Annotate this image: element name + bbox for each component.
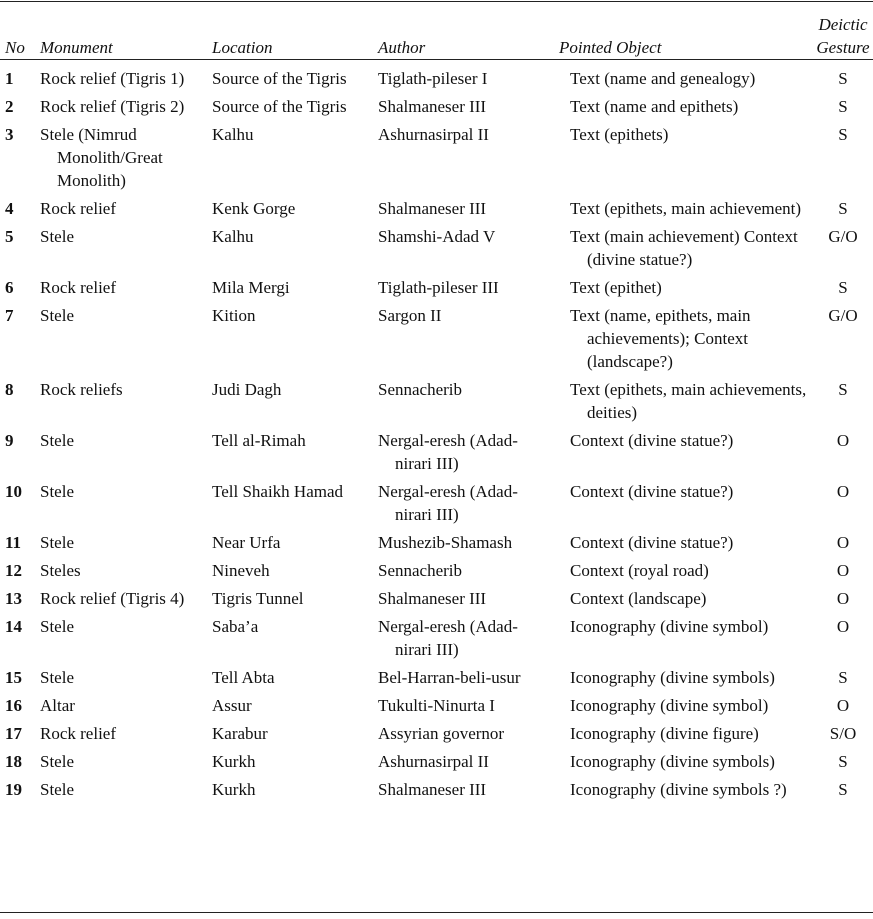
row-pointed-object [553, 376, 813, 427]
row-deictic-gesture-text: O [836, 533, 850, 552]
row-location [206, 664, 372, 692]
row-deictic-gesture-text: O [836, 696, 850, 715]
row-deictic-gesture-text: O [836, 431, 850, 450]
row-location-text: Saba’a [212, 617, 259, 636]
row-deictic-gesture [813, 59, 873, 93]
row-monument [34, 585, 206, 613]
row-author [372, 478, 553, 529]
row-pointed-object [553, 585, 813, 613]
row-author-text: Assyrian governor [378, 724, 505, 743]
row-monument-text: Altar [40, 696, 75, 715]
row-deictic-gesture-text: G/O [828, 227, 858, 246]
row-number-text: 18 [5, 752, 22, 771]
row-author [372, 274, 553, 302]
row-deictic-gesture [813, 121, 873, 195]
row-pointed-object-text: Context (landscape) [570, 589, 707, 608]
row-author-text: Tiglath-pileser I [378, 69, 488, 88]
row-location [206, 376, 372, 427]
table-row [0, 613, 873, 664]
bottom-rule [0, 912, 873, 913]
row-author-text: Bel-Harran-beli-usur [378, 668, 521, 687]
row-deictic-gesture-text: S [838, 752, 848, 771]
row-location [206, 223, 372, 274]
row-number-text: 4 [5, 199, 14, 218]
row-location [206, 585, 372, 613]
row-pointed-object-text: Text (main achievement) Context (divine statue?) [570, 227, 798, 269]
row-pointed-object [553, 302, 813, 376]
row-pointed-object [553, 59, 813, 93]
row-author [372, 93, 553, 121]
row-number-text: 1 [5, 69, 14, 88]
row-number [0, 223, 34, 274]
row-number-text: 8 [5, 380, 14, 399]
table-row [0, 664, 873, 692]
row-deictic-gesture [813, 557, 873, 585]
row-author [372, 748, 553, 776]
row-deictic-gesture-text: S [838, 780, 848, 799]
row-number-text: 11 [5, 533, 22, 552]
row-deictic-gesture [813, 776, 873, 804]
row-number [0, 59, 34, 93]
row-deictic-gesture-text: O [836, 482, 850, 501]
row-deictic-gesture [813, 692, 873, 720]
header-row [0, 3, 873, 59]
row-pointed-object-text: Context (divine statue?) [570, 533, 734, 552]
row-monument [34, 776, 206, 804]
table-row [0, 557, 873, 585]
row-number [0, 302, 34, 376]
row-monument [34, 529, 206, 557]
row-monument [34, 664, 206, 692]
row-deictic-gesture [813, 427, 873, 478]
table-row [0, 195, 873, 223]
header-deictic-gesture [813, 3, 873, 59]
row-pointed-object [553, 776, 813, 804]
table-body [0, 59, 873, 804]
row-number-text: 12 [5, 561, 22, 580]
row-monument [34, 195, 206, 223]
row-location [206, 720, 372, 748]
row-pointed-object [553, 223, 813, 274]
row-author-text: Shalmaneser III [378, 780, 487, 799]
row-number-text: 16 [5, 696, 22, 715]
row-pointed-object-text: Text (name, epithets, main achievements); Context (landscape?) [570, 306, 751, 371]
row-author-text: Sennacherib [378, 561, 463, 580]
row-pointed-object [553, 529, 813, 557]
row-author [372, 529, 553, 557]
row-monument-text: Rock relief (Tigris 1) [40, 69, 185, 88]
row-author [372, 427, 553, 478]
row-location [206, 59, 372, 93]
row-deictic-gesture-text: O [836, 561, 850, 580]
row-author-text: Sennacherib [378, 380, 463, 399]
row-location-text: Source of the Tigris [212, 97, 347, 116]
row-author [372, 720, 553, 748]
row-number [0, 478, 34, 529]
row-deictic-gesture [813, 529, 873, 557]
row-pointed-object [553, 720, 813, 748]
row-number-text: 6 [5, 278, 14, 297]
row-author [372, 613, 553, 664]
row-number-text: 15 [5, 668, 22, 687]
row-author-text: Shamshi-Adad V [378, 227, 496, 246]
row-number-text: 5 [5, 227, 14, 246]
row-monument-text: Stele [40, 780, 74, 799]
row-number [0, 376, 34, 427]
row-deictic-gesture [813, 223, 873, 274]
row-number-text: 7 [5, 306, 14, 325]
row-deictic-gesture-text: O [836, 589, 850, 608]
table-row [0, 748, 873, 776]
row-pointed-object-text: Iconography (divine symbols) [570, 752, 775, 771]
row-location [206, 427, 372, 478]
row-monument [34, 274, 206, 302]
row-monument-text: Stele (Nimrud Monolith/Great Monolith) [40, 125, 163, 190]
row-pointed-object-text: Context (divine statue?) [570, 482, 734, 501]
row-location-text: Judi Dagh [212, 380, 282, 399]
table-row [0, 720, 873, 748]
row-author-text: Nergal-eresh (Adad-nirari III) [378, 482, 518, 524]
row-pointed-object-text: Iconography (divine symbol) [570, 696, 769, 715]
row-deictic-gesture [813, 93, 873, 121]
row-number-text: 14 [5, 617, 22, 636]
row-pointed-object-text: Text (epithets, main achievement) [570, 199, 802, 218]
row-monument-text: Stele [40, 617, 74, 636]
row-number-text: 17 [5, 724, 22, 743]
row-monument-text: Rock reliefs [40, 380, 123, 399]
table-row [0, 692, 873, 720]
row-location [206, 93, 372, 121]
row-deictic-gesture-text: O [836, 617, 850, 636]
row-pointed-object [553, 274, 813, 302]
row-location [206, 302, 372, 376]
row-pointed-object [553, 427, 813, 455]
row-monument-text: Rock relief [40, 278, 116, 297]
row-author [372, 195, 553, 223]
row-location-text: Kurkh [212, 752, 256, 771]
row-monument [34, 121, 206, 195]
row-location [206, 478, 372, 529]
row-monument [34, 223, 206, 274]
row-deictic-gesture [813, 748, 873, 776]
row-deictic-gesture-text: S [838, 199, 848, 218]
row-number-text: 9 [5, 431, 14, 450]
row-author [372, 557, 553, 585]
row-number [0, 585, 34, 613]
row-number [0, 427, 34, 478]
row-pointed-object-text: Text (name and genealogy) [570, 69, 756, 88]
row-location-text: Kenk Gorge [212, 199, 296, 218]
row-number [0, 692, 34, 720]
row-author [372, 692, 553, 720]
row-location-text: Nineveh [212, 561, 270, 580]
row-monument [34, 613, 206, 664]
row-deictic-gesture [813, 585, 873, 613]
row-location [206, 776, 372, 804]
row-number [0, 776, 34, 804]
row-monument [34, 557, 206, 585]
header-author: Author [378, 38, 426, 57]
row-location-text: Kurkh [212, 780, 256, 799]
row-pointed-object [553, 613, 813, 641]
row-pointed-object [553, 664, 813, 692]
row-location-text: Kalhu [212, 125, 254, 144]
row-author-text: Ashurnasirpal II [378, 125, 489, 144]
row-author-text: Sargon II [378, 306, 442, 325]
table-row [0, 585, 873, 613]
row-author-text: Tukulti-Ninurta I [378, 696, 495, 715]
row-location-text: Karabur [212, 724, 268, 743]
table-row [0, 59, 873, 93]
row-author [372, 59, 553, 93]
row-deictic-gesture [813, 613, 873, 664]
row-author-text: Nergal-eresh (Adad-nirari III) [378, 617, 518, 659]
row-deictic-gesture-text: S [838, 278, 848, 297]
row-monument-text: Stele [40, 752, 74, 771]
row-location [206, 748, 372, 776]
row-monument [34, 376, 206, 427]
row-monument-text: Rock relief [40, 724, 116, 743]
header-no: No [5, 38, 25, 57]
row-monument-text: Rock relief (Tigris 4) [40, 589, 185, 608]
row-location [206, 613, 372, 664]
row-pointed-object [553, 748, 813, 776]
row-monument [34, 748, 206, 776]
row-deictic-gesture [813, 376, 873, 427]
row-monument-text: Rock relief (Tigris 2) [40, 97, 185, 116]
row-number [0, 557, 34, 585]
row-deictic-gesture-text: S [838, 97, 848, 116]
row-monument [34, 478, 206, 529]
row-number [0, 720, 34, 748]
row-deictic-gesture [813, 302, 873, 376]
row-deictic-gesture-text: S [838, 380, 848, 399]
row-number [0, 613, 34, 664]
row-author [372, 664, 553, 692]
row-author [372, 223, 553, 274]
row-monument-text: Rock relief [40, 199, 116, 218]
monuments-table [0, 3, 873, 804]
row-pointed-object-text: Text (name and epithets) [570, 97, 739, 116]
row-author-text: Tiglath-pileser III [378, 278, 499, 297]
row-author [372, 376, 553, 427]
table-row [0, 376, 873, 427]
row-pointed-object-text: Iconography (divine symbols ?) [570, 780, 787, 799]
row-pointed-object-text: Iconography (divine figure) [570, 724, 759, 743]
row-monument [34, 427, 206, 478]
row-deictic-gesture-text: S [838, 125, 848, 144]
row-deictic-gesture-text: G/O [828, 306, 858, 325]
row-author-text: Shalmaneser III [378, 97, 487, 116]
row-location-text: Tigris Tunnel [212, 589, 304, 608]
row-number [0, 664, 34, 692]
row-monument [34, 692, 206, 720]
row-pointed-object [553, 478, 813, 506]
row-number [0, 195, 34, 223]
row-author-text: Nergal-eresh (Adad-nirari III) [378, 431, 518, 473]
table-row [0, 478, 873, 529]
row-monument-text: Stele [40, 431, 74, 450]
row-monument-text: Stele [40, 668, 74, 687]
row-author [372, 585, 553, 613]
row-author [372, 121, 553, 195]
row-location [206, 274, 372, 302]
row-monument [34, 59, 206, 93]
header-location: Location [212, 38, 273, 57]
row-deictic-gesture [813, 664, 873, 692]
row-location [206, 529, 372, 557]
row-location-text: Kition [212, 306, 256, 325]
row-pointed-object-text: Context (divine statue?) [570, 431, 734, 450]
row-number-text: 10 [5, 482, 22, 501]
row-number [0, 93, 34, 121]
header-pointed-object: Pointed Object [559, 38, 662, 57]
table-row [0, 529, 873, 557]
row-monument [34, 302, 206, 376]
row-location-text: Assur [212, 696, 252, 715]
row-deictic-gesture [813, 478, 873, 529]
table-header [0, 3, 873, 59]
row-pointed-object [553, 557, 813, 585]
row-pointed-object-text: Text (epithets, main achievements, deities) [570, 380, 807, 422]
row-pointed-object-text: Iconography (divine symbol) [570, 617, 769, 636]
row-monument-text: Stele [40, 227, 74, 246]
top-rule [0, 1, 873, 2]
row-deictic-gesture [813, 720, 873, 748]
row-pointed-object [553, 93, 813, 121]
row-location-text: Kalhu [212, 227, 254, 246]
header-gesture-line1: Deictic [818, 15, 868, 34]
table-row [0, 776, 873, 804]
row-monument [34, 93, 206, 121]
row-location [206, 121, 372, 195]
row-number-text: 13 [5, 589, 22, 608]
row-number [0, 529, 34, 557]
row-deictic-gesture-text: S/O [829, 724, 857, 743]
table-row [0, 93, 873, 121]
row-pointed-object [553, 692, 813, 720]
row-monument [34, 720, 206, 748]
row-monument-text: Stele [40, 533, 74, 552]
row-pointed-object-text: Iconography (divine symbols) [570, 668, 775, 687]
row-number [0, 748, 34, 776]
row-location [206, 692, 372, 720]
row-pointed-object-text: Context (royal road) [570, 561, 709, 580]
row-deictic-gesture [813, 195, 873, 223]
row-location-text: Source of the Tigris [212, 69, 347, 88]
row-deictic-gesture-text: S [838, 69, 848, 88]
row-number-text: 3 [5, 125, 14, 144]
row-pointed-object [553, 121, 813, 149]
row-number-text: 19 [5, 780, 22, 799]
row-pointed-object [553, 195, 813, 223]
row-monument-text: Steles [40, 561, 81, 580]
header-monument: Monument [40, 38, 113, 57]
row-author-text: Mushezib-Shamash [378, 533, 513, 552]
row-pointed-object-text: Text (epithets) [570, 125, 669, 144]
row-location-text: Tell al-Rimah [212, 431, 306, 450]
row-author [372, 302, 553, 376]
header-gesture-line2: Gesture [816, 38, 870, 57]
row-pointed-object-text: Text (epithet) [570, 278, 662, 297]
row-location-text: Near Urfa [212, 533, 281, 552]
row-number [0, 274, 34, 302]
table-row [0, 121, 873, 195]
table-row [0, 302, 873, 376]
row-deictic-gesture-text: S [838, 668, 848, 687]
row-location [206, 557, 372, 585]
row-number-text: 2 [5, 97, 14, 116]
row-author-text: Shalmaneser III [378, 199, 487, 218]
row-author-text: Ashurnasirpal II [378, 752, 489, 771]
row-location [206, 195, 372, 223]
row-location-text: Mila Mergi [212, 278, 290, 297]
row-monument-text: Stele [40, 482, 74, 501]
row-monument-text: Stele [40, 306, 74, 325]
row-author-text: Shalmaneser III [378, 589, 487, 608]
table-row [0, 223, 873, 274]
row-location-text: Tell Shaikh Hamad [212, 482, 344, 501]
row-author [372, 776, 553, 804]
row-location-text: Tell Abta [212, 668, 275, 687]
table-row [0, 274, 873, 302]
row-deictic-gesture [813, 274, 873, 302]
row-number [0, 121, 34, 195]
table-row [0, 427, 873, 478]
